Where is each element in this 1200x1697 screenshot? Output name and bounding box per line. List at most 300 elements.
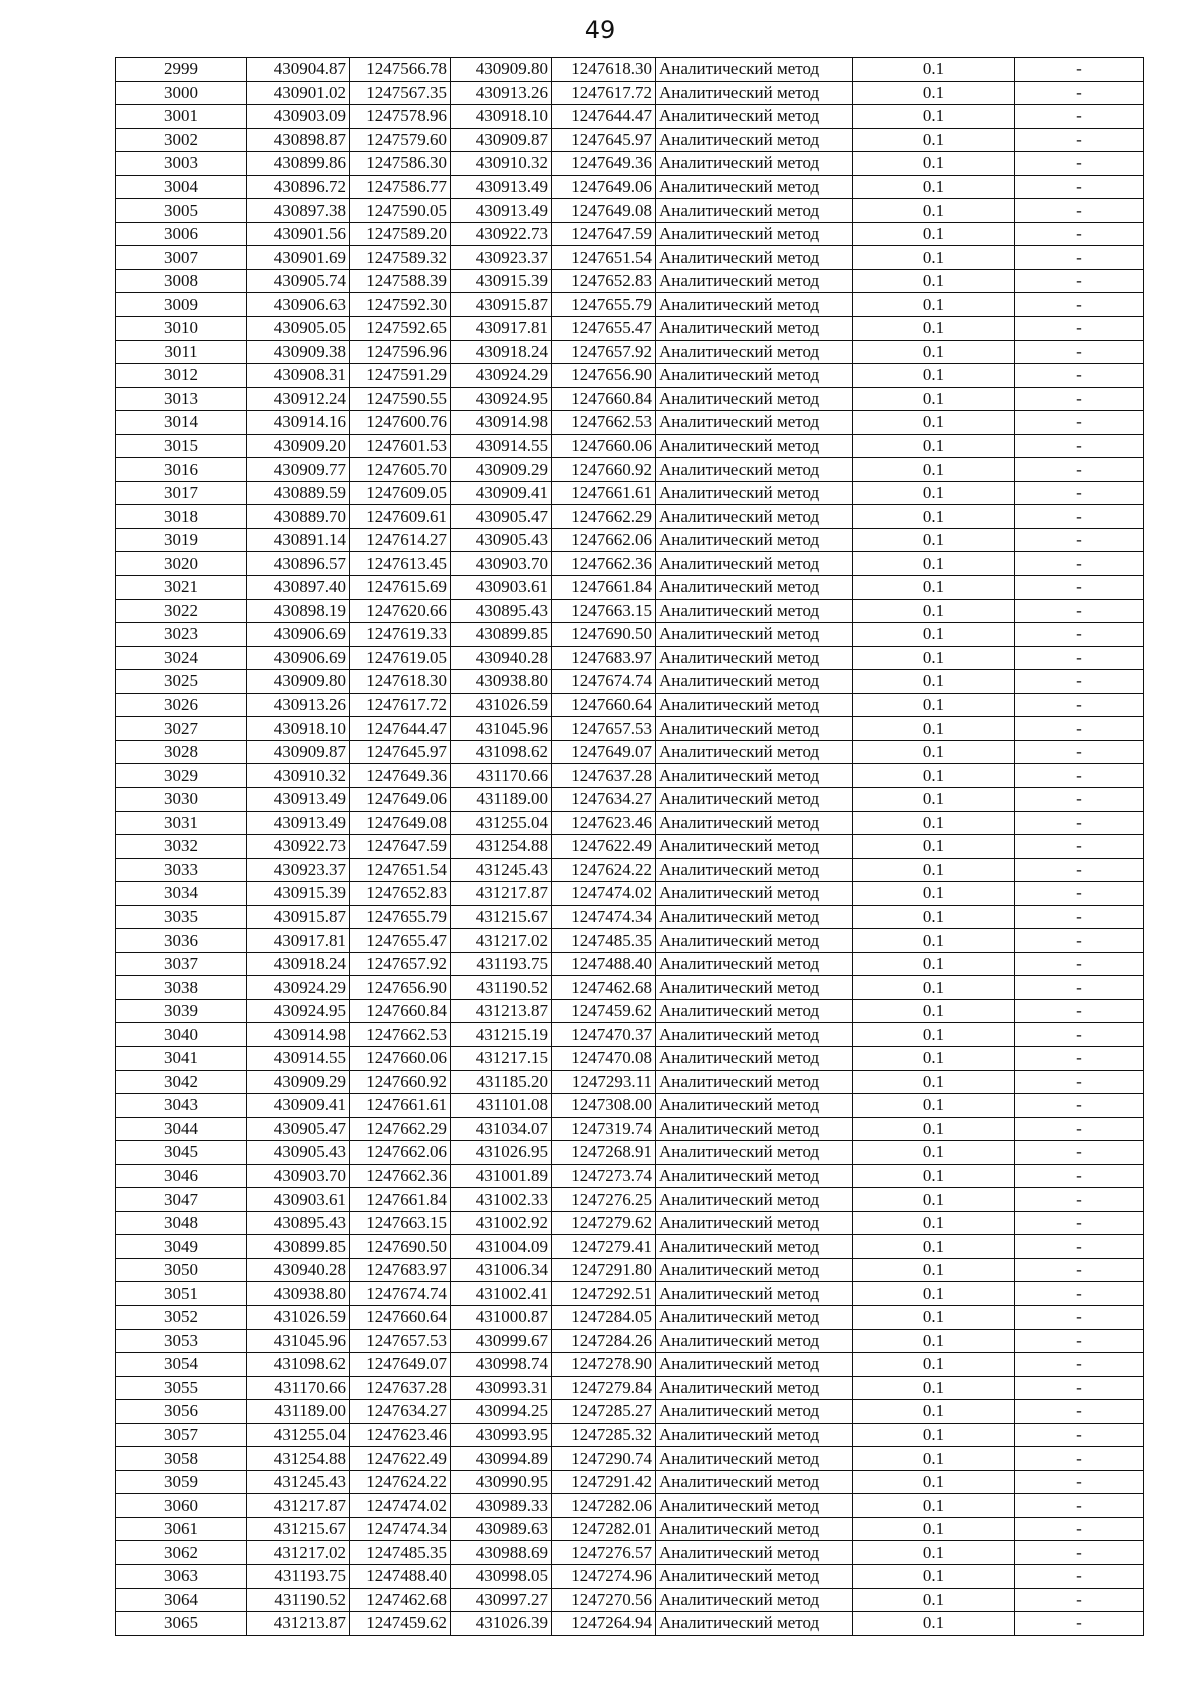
- x-end-cell: 430899.85: [451, 623, 552, 647]
- table-row: [116, 1211, 1144, 1235]
- table-row: [116, 1612, 1144, 1636]
- x-start-cell: 430938.80: [247, 1282, 350, 1306]
- x-start-cell: 430922.73: [247, 835, 350, 859]
- accuracy-cell: 0.1: [853, 1305, 1015, 1329]
- method-cell: Аналитический метод: [656, 105, 853, 129]
- accuracy-cell: 0.1: [853, 1588, 1015, 1612]
- point-number-cell: 3057: [116, 1423, 247, 1447]
- y-start-cell: 1247683.97: [350, 1258, 451, 1282]
- y-start-cell: 1247459.62: [350, 1612, 451, 1636]
- y-start-cell: 1247649.08: [350, 811, 451, 835]
- accuracy-cell: 0.1: [853, 1188, 1015, 1212]
- y-end-cell: 1247617.72: [552, 81, 656, 105]
- accuracy-cell: 0.1: [853, 1400, 1015, 1424]
- method-cell: Аналитический метод: [656, 599, 853, 623]
- x-end-cell: 431002.33: [451, 1188, 552, 1212]
- accuracy-cell: 0.1: [853, 1164, 1015, 1188]
- y-start-cell: 1247655.79: [350, 905, 451, 929]
- accuracy-cell: 0.1: [853, 1258, 1015, 1282]
- accuracy-cell: 0.1: [853, 1070, 1015, 1094]
- x-start-cell: 431193.75: [247, 1565, 350, 1589]
- x-start-cell: 431255.04: [247, 1423, 350, 1447]
- y-start-cell: 1247619.05: [350, 646, 451, 670]
- note-cell: -: [1015, 1023, 1144, 1047]
- x-start-cell: 430899.86: [247, 152, 350, 176]
- method-cell: Аналитический метод: [656, 1282, 853, 1306]
- x-start-cell: 430906.63: [247, 293, 350, 317]
- accuracy-cell: 0.1: [853, 1023, 1015, 1047]
- table-row: [116, 1588, 1144, 1612]
- note-cell: -: [1015, 576, 1144, 600]
- method-cell: Аналитический метод: [656, 623, 853, 647]
- x-start-cell: 430910.32: [247, 764, 350, 788]
- accuracy-cell: 0.1: [853, 764, 1015, 788]
- point-number-cell: 3059: [116, 1470, 247, 1494]
- x-end-cell: 430915.39: [451, 269, 552, 293]
- point-number-cell: 3052: [116, 1305, 247, 1329]
- accuracy-cell: 0.1: [853, 1447, 1015, 1471]
- x-start-cell: 430903.09: [247, 105, 350, 129]
- y-start-cell: 1247589.20: [350, 222, 451, 246]
- method-cell: Аналитический метод: [656, 1235, 853, 1259]
- y-start-cell: 1247617.72: [350, 693, 451, 717]
- accuracy-cell: 0.1: [853, 1541, 1015, 1565]
- method-cell: Аналитический метод: [656, 1376, 853, 1400]
- y-start-cell: 1247622.49: [350, 1447, 451, 1471]
- point-number-cell: 3051: [116, 1282, 247, 1306]
- table-row: [116, 835, 1144, 859]
- x-end-cell: 431006.34: [451, 1258, 552, 1282]
- x-start-cell: 430897.38: [247, 199, 350, 223]
- x-start-cell: 430923.37: [247, 858, 350, 882]
- table-row: [116, 128, 1144, 152]
- x-end-cell: 430918.10: [451, 105, 552, 129]
- table-row: [116, 199, 1144, 223]
- x-start-cell: 430899.85: [247, 1235, 350, 1259]
- y-end-cell: 1247683.97: [552, 646, 656, 670]
- coordinates-table: [115, 57, 1144, 1636]
- accuracy-cell: 0.1: [853, 646, 1015, 670]
- table-row: [116, 1046, 1144, 1070]
- x-start-cell: 430940.28: [247, 1258, 350, 1282]
- x-end-cell: 430922.73: [451, 222, 552, 246]
- method-cell: Аналитический метод: [656, 999, 853, 1023]
- point-number-cell: 3050: [116, 1258, 247, 1282]
- y-start-cell: 1247645.97: [350, 740, 451, 764]
- y-end-cell: 1247657.53: [552, 717, 656, 741]
- y-start-cell: 1247662.29: [350, 1117, 451, 1141]
- x-end-cell: 430905.43: [451, 528, 552, 552]
- x-start-cell: 430915.39: [247, 882, 350, 906]
- accuracy-cell: 0.1: [853, 128, 1015, 152]
- y-start-cell: 1247614.27: [350, 528, 451, 552]
- x-end-cell: 431254.88: [451, 835, 552, 859]
- method-cell: Аналитический метод: [656, 1400, 853, 1424]
- table-row: [116, 222, 1144, 246]
- y-start-cell: 1247656.90: [350, 976, 451, 1000]
- table-row: [116, 623, 1144, 647]
- x-end-cell: 430993.31: [451, 1376, 552, 1400]
- accuracy-cell: 0.1: [853, 411, 1015, 435]
- accuracy-cell: 0.1: [853, 552, 1015, 576]
- y-start-cell: 1247624.22: [350, 1470, 451, 1494]
- note-cell: -: [1015, 175, 1144, 199]
- y-end-cell: 1247690.50: [552, 623, 656, 647]
- accuracy-cell: 0.1: [853, 1235, 1015, 1259]
- x-end-cell: 430998.05: [451, 1565, 552, 1589]
- note-cell: -: [1015, 623, 1144, 647]
- table-row: [116, 505, 1144, 529]
- x-end-cell: 431217.02: [451, 929, 552, 953]
- method-cell: Аналитический метод: [656, 1141, 853, 1165]
- y-end-cell: 1247285.32: [552, 1423, 656, 1447]
- method-cell: Аналитический метод: [656, 1305, 853, 1329]
- y-end-cell: 1247652.83: [552, 269, 656, 293]
- y-start-cell: 1247661.84: [350, 1188, 451, 1212]
- point-number-cell: 3027: [116, 717, 247, 741]
- y-end-cell: 1247661.61: [552, 481, 656, 505]
- method-cell: Аналитический метод: [656, 976, 853, 1000]
- y-end-cell: 1247649.36: [552, 152, 656, 176]
- y-start-cell: 1247660.84: [350, 999, 451, 1023]
- table-row: [116, 599, 1144, 623]
- accuracy-cell: 0.1: [853, 999, 1015, 1023]
- table-row: [116, 952, 1144, 976]
- point-number-cell: 3047: [116, 1188, 247, 1212]
- x-start-cell: 431189.00: [247, 1400, 350, 1424]
- y-end-cell: 1247645.97: [552, 128, 656, 152]
- y-end-cell: 1247647.59: [552, 222, 656, 246]
- note-cell: -: [1015, 128, 1144, 152]
- x-end-cell: 431026.59: [451, 693, 552, 717]
- method-cell: Аналитический метод: [656, 58, 853, 82]
- point-number-cell: 3006: [116, 222, 247, 246]
- method-cell: Аналитический метод: [656, 1517, 853, 1541]
- accuracy-cell: 0.1: [853, 269, 1015, 293]
- point-number-cell: 3000: [116, 81, 247, 105]
- method-cell: Аналитический метод: [656, 1094, 853, 1118]
- point-number-cell: 3043: [116, 1094, 247, 1118]
- x-end-cell: 430989.63: [451, 1517, 552, 1541]
- x-end-cell: 431002.41: [451, 1282, 552, 1306]
- note-cell: -: [1015, 1211, 1144, 1235]
- point-number-cell: 3026: [116, 693, 247, 717]
- note-cell: -: [1015, 199, 1144, 223]
- table-row: [116, 81, 1144, 105]
- x-start-cell: 431217.02: [247, 1541, 350, 1565]
- y-start-cell: 1247649.07: [350, 1353, 451, 1377]
- x-end-cell: 431245.43: [451, 858, 552, 882]
- y-end-cell: 1247662.06: [552, 528, 656, 552]
- table-row: [116, 175, 1144, 199]
- method-cell: Аналитический метод: [656, 222, 853, 246]
- point-number-cell: 3058: [116, 1447, 247, 1471]
- x-start-cell: 430906.69: [247, 623, 350, 647]
- accuracy-cell: 0.1: [853, 1612, 1015, 1636]
- note-cell: -: [1015, 58, 1144, 82]
- y-start-cell: 1247596.96: [350, 340, 451, 364]
- accuracy-cell: 0.1: [853, 1141, 1015, 1165]
- method-cell: Аналитический метод: [656, 1117, 853, 1141]
- x-end-cell: 431026.95: [451, 1141, 552, 1165]
- method-cell: Аналитический метод: [656, 481, 853, 505]
- y-end-cell: 1247649.08: [552, 199, 656, 223]
- y-start-cell: 1247651.54: [350, 858, 451, 882]
- x-end-cell: 430997.27: [451, 1588, 552, 1612]
- point-number-cell: 3001: [116, 105, 247, 129]
- accuracy-cell: 0.1: [853, 576, 1015, 600]
- x-start-cell: 430906.69: [247, 646, 350, 670]
- table-row: [116, 246, 1144, 270]
- x-start-cell: 431045.96: [247, 1329, 350, 1353]
- y-end-cell: 1247624.22: [552, 858, 656, 882]
- point-number-cell: 3028: [116, 740, 247, 764]
- note-cell: -: [1015, 882, 1144, 906]
- y-start-cell: 1247474.34: [350, 1517, 451, 1541]
- point-number-cell: 3064: [116, 1588, 247, 1612]
- method-cell: Аналитический метод: [656, 882, 853, 906]
- y-end-cell: 1247279.62: [552, 1211, 656, 1235]
- y-start-cell: 1247474.02: [350, 1494, 451, 1518]
- x-start-cell: 431215.67: [247, 1517, 350, 1541]
- y-end-cell: 1247474.02: [552, 882, 656, 906]
- point-number-cell: 3063: [116, 1565, 247, 1589]
- x-start-cell: 430889.70: [247, 505, 350, 529]
- point-number-cell: 3049: [116, 1235, 247, 1259]
- accuracy-cell: 0.1: [853, 1494, 1015, 1518]
- accuracy-cell: 0.1: [853, 364, 1015, 388]
- point-number-cell: 3008: [116, 269, 247, 293]
- x-start-cell: 430909.38: [247, 340, 350, 364]
- x-start-cell: 431217.87: [247, 1494, 350, 1518]
- y-start-cell: 1247660.64: [350, 1305, 451, 1329]
- x-end-cell: 430924.95: [451, 387, 552, 411]
- y-start-cell: 1247591.29: [350, 364, 451, 388]
- point-number-cell: 3024: [116, 646, 247, 670]
- x-end-cell: 431215.67: [451, 905, 552, 929]
- accuracy-cell: 0.1: [853, 599, 1015, 623]
- x-start-cell: 430909.29: [247, 1070, 350, 1094]
- table-row: [116, 1305, 1144, 1329]
- y-end-cell: 1247276.57: [552, 1541, 656, 1565]
- table-row: [116, 1376, 1144, 1400]
- accuracy-cell: 0.1: [853, 152, 1015, 176]
- y-start-cell: 1247619.33: [350, 623, 451, 647]
- accuracy-cell: 0.1: [853, 717, 1015, 741]
- note-cell: -: [1015, 905, 1144, 929]
- method-cell: Аналитический метод: [656, 811, 853, 835]
- note-cell: -: [1015, 505, 1144, 529]
- method-cell: Аналитический метод: [656, 1565, 853, 1589]
- method-cell: Аналитический метод: [656, 929, 853, 953]
- y-start-cell: 1247618.30: [350, 670, 451, 694]
- y-end-cell: 1247291.80: [552, 1258, 656, 1282]
- x-start-cell: 430914.98: [247, 1023, 350, 1047]
- point-number-cell: 3045: [116, 1141, 247, 1165]
- accuracy-cell: 0.1: [853, 317, 1015, 341]
- y-start-cell: 1247657.92: [350, 952, 451, 976]
- note-cell: -: [1015, 552, 1144, 576]
- table-row: [116, 387, 1144, 411]
- table-row: [116, 693, 1144, 717]
- table-row: [116, 1235, 1144, 1259]
- method-cell: Аналитический метод: [656, 1046, 853, 1070]
- y-end-cell: 1247488.40: [552, 952, 656, 976]
- x-end-cell: 430998.74: [451, 1353, 552, 1377]
- note-cell: -: [1015, 81, 1144, 105]
- point-number-cell: 3030: [116, 787, 247, 811]
- note-cell: -: [1015, 1423, 1144, 1447]
- point-number-cell: 3031: [116, 811, 247, 835]
- x-start-cell: 430903.61: [247, 1188, 350, 1212]
- x-start-cell: 430904.87: [247, 58, 350, 82]
- x-start-cell: 430896.72: [247, 175, 350, 199]
- y-end-cell: 1247661.84: [552, 576, 656, 600]
- method-cell: Аналитический метод: [656, 81, 853, 105]
- y-end-cell: 1247618.30: [552, 58, 656, 82]
- point-number-cell: 3062: [116, 1541, 247, 1565]
- accuracy-cell: 0.1: [853, 1046, 1015, 1070]
- point-number-cell: 3002: [116, 128, 247, 152]
- point-number-cell: 3012: [116, 364, 247, 388]
- y-end-cell: 1247660.64: [552, 693, 656, 717]
- method-cell: Аналитический метод: [656, 1423, 853, 1447]
- x-end-cell: 431026.39: [451, 1612, 552, 1636]
- method-cell: Аналитический метод: [656, 411, 853, 435]
- y-end-cell: 1247284.26: [552, 1329, 656, 1353]
- note-cell: -: [1015, 1164, 1144, 1188]
- x-end-cell: 430917.81: [451, 317, 552, 341]
- accuracy-cell: 0.1: [853, 787, 1015, 811]
- x-end-cell: 431000.87: [451, 1305, 552, 1329]
- point-number-cell: 3044: [116, 1117, 247, 1141]
- y-end-cell: 1247279.41: [552, 1235, 656, 1259]
- table-row: [116, 882, 1144, 906]
- y-start-cell: 1247660.06: [350, 1046, 451, 1070]
- table-row: [116, 670, 1144, 694]
- note-cell: -: [1015, 1494, 1144, 1518]
- accuracy-cell: 0.1: [853, 835, 1015, 859]
- note-cell: -: [1015, 1282, 1144, 1306]
- x-end-cell: 431215.19: [451, 1023, 552, 1047]
- y-start-cell: 1247485.35: [350, 1541, 451, 1565]
- table-row: [116, 1141, 1144, 1165]
- table-row: [116, 905, 1144, 929]
- y-start-cell: 1247589.32: [350, 246, 451, 270]
- table-row: [116, 999, 1144, 1023]
- table-row: [116, 317, 1144, 341]
- point-number-cell: 3018: [116, 505, 247, 529]
- point-number-cell: 3053: [116, 1329, 247, 1353]
- table-row: [116, 1023, 1144, 1047]
- y-end-cell: 1247279.84: [552, 1376, 656, 1400]
- note-cell: -: [1015, 1188, 1144, 1212]
- method-cell: Аналитический метод: [656, 458, 853, 482]
- table-row: [116, 929, 1144, 953]
- y-end-cell: 1247637.28: [552, 764, 656, 788]
- x-end-cell: 430910.32: [451, 152, 552, 176]
- x-end-cell: 430909.29: [451, 458, 552, 482]
- accuracy-cell: 0.1: [853, 434, 1015, 458]
- note-cell: -: [1015, 1258, 1144, 1282]
- y-start-cell: 1247662.06: [350, 1141, 451, 1165]
- method-cell: Аналитический метод: [656, 128, 853, 152]
- table-row: [116, 1400, 1144, 1424]
- method-cell: Аналитический метод: [656, 552, 853, 576]
- table-row: [116, 105, 1144, 129]
- method-cell: Аналитический метод: [656, 1188, 853, 1212]
- x-end-cell: 431217.15: [451, 1046, 552, 1070]
- method-cell: Аналитический метод: [656, 1258, 853, 1282]
- accuracy-cell: 0.1: [853, 528, 1015, 552]
- point-number-cell: 3005: [116, 199, 247, 223]
- x-start-cell: 430905.05: [247, 317, 350, 341]
- note-cell: -: [1015, 1517, 1144, 1541]
- method-cell: Аналитический метод: [656, 505, 853, 529]
- table-row: [116, 1541, 1144, 1565]
- x-end-cell: 431098.62: [451, 740, 552, 764]
- y-end-cell: 1247623.46: [552, 811, 656, 835]
- accuracy-cell: 0.1: [853, 1423, 1015, 1447]
- y-end-cell: 1247282.06: [552, 1494, 656, 1518]
- x-end-cell: 431001.89: [451, 1164, 552, 1188]
- table-row: [116, 1070, 1144, 1094]
- point-number-cell: 3022: [116, 599, 247, 623]
- y-end-cell: 1247655.47: [552, 317, 656, 341]
- table-row: [116, 458, 1144, 482]
- x-end-cell: 431034.07: [451, 1117, 552, 1141]
- x-end-cell: 430988.69: [451, 1541, 552, 1565]
- x-start-cell: 430908.31: [247, 364, 350, 388]
- accuracy-cell: 0.1: [853, 905, 1015, 929]
- x-start-cell: 430897.40: [247, 576, 350, 600]
- x-end-cell: 430913.26: [451, 81, 552, 105]
- x-end-cell: 430909.80: [451, 58, 552, 82]
- note-cell: -: [1015, 1541, 1144, 1565]
- point-number-cell: 3056: [116, 1400, 247, 1424]
- method-cell: Аналитический метод: [656, 152, 853, 176]
- y-end-cell: 1247319.74: [552, 1117, 656, 1141]
- method-cell: Аналитический метод: [656, 293, 853, 317]
- note-cell: -: [1015, 1046, 1144, 1070]
- x-end-cell: 430903.61: [451, 576, 552, 600]
- note-cell: -: [1015, 787, 1144, 811]
- y-end-cell: 1247276.25: [552, 1188, 656, 1212]
- y-start-cell: 1247578.96: [350, 105, 451, 129]
- y-end-cell: 1247649.06: [552, 175, 656, 199]
- accuracy-cell: 0.1: [853, 858, 1015, 882]
- note-cell: -: [1015, 293, 1144, 317]
- y-start-cell: 1247567.35: [350, 81, 451, 105]
- x-end-cell: 430914.98: [451, 411, 552, 435]
- y-start-cell: 1247674.74: [350, 1282, 451, 1306]
- y-start-cell: 1247644.47: [350, 717, 451, 741]
- accuracy-cell: 0.1: [853, 340, 1015, 364]
- y-start-cell: 1247609.05: [350, 481, 451, 505]
- note-cell: -: [1015, 1565, 1144, 1589]
- note-cell: -: [1015, 717, 1144, 741]
- note-cell: -: [1015, 152, 1144, 176]
- point-number-cell: 3013: [116, 387, 247, 411]
- y-end-cell: 1247270.56: [552, 1588, 656, 1612]
- x-end-cell: 431185.20: [451, 1070, 552, 1094]
- accuracy-cell: 0.1: [853, 458, 1015, 482]
- x-end-cell: 430938.80: [451, 670, 552, 694]
- y-start-cell: 1247601.53: [350, 434, 451, 458]
- y-start-cell: 1247647.59: [350, 835, 451, 859]
- accuracy-cell: 0.1: [853, 1517, 1015, 1541]
- x-start-cell: 430905.47: [247, 1117, 350, 1141]
